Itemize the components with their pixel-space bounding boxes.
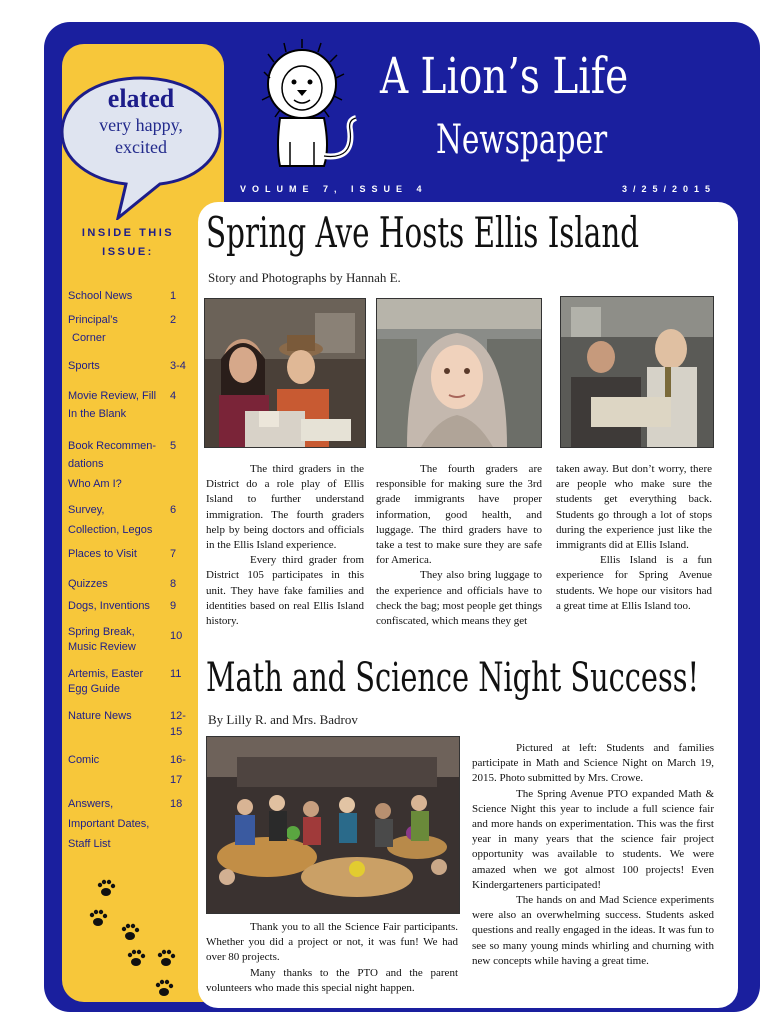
- article2-left-column: [206, 920, 458, 996]
- article1-byline: Story and Photographs by Hannah E.: [208, 270, 401, 285]
- toc-label: Sports: [68, 360, 100, 372]
- article1-col3-para1: taken away. But don’t worry, there are people who make sure the students get everything back. Students go through a lot of stops during the experience just like the immigrants did at Ellis Island.: [556, 463, 712, 552]
- toc-label: Nature News: [68, 710, 132, 722]
- article1-col1-para2: Every third grader from District 105 participates in this unit. They have fake families and identities based on real Ellis Island history.: [206, 554, 364, 628]
- inside-issue-heading-line1: INSIDE THIS: [81, 227, 175, 239]
- toc-label-cont: Staff List: [68, 838, 111, 850]
- article1-column2: [376, 462, 542, 629]
- toc-page: 5: [170, 440, 177, 452]
- article2-byline: By Lilly R. and Mrs. Badrov: [208, 712, 358, 727]
- toc-page: 4: [170, 390, 177, 402]
- inside-issue-heading-line2: ISSUE:: [102, 246, 154, 258]
- photo-ellis-island-luggage: [560, 296, 714, 448]
- photo-ellis-island-girls: [204, 298, 366, 448]
- toc-label: Dogs, Inventions: [68, 600, 150, 612]
- word-of-day-definition-2: excited: [115, 137, 167, 157]
- article1-column1: [206, 462, 364, 629]
- article2-left-para1: Thank you to all the Science Fair participants. Whether you did a project or not, it was fun! We had over 80 projects.: [206, 921, 458, 964]
- toc-page: 2: [170, 314, 177, 326]
- toc-label: Principal’s: [68, 314, 118, 326]
- toc-page: 16-: [170, 754, 186, 766]
- article2-right-para1: Pictured at left: Students and families participate in Math and Science Night on March 19, 2015. Photo submitted by Mrs. Crowe.: [472, 742, 714, 785]
- article1-col3-para2: Ellis Island is a fun experience for Spring Avenue students. We hope our visitors had a great time at Ellis Island too.: [556, 554, 712, 612]
- photo-math-science-night: [206, 736, 460, 914]
- toc-label: Movie Review, Fill: [68, 390, 157, 402]
- masthead-title: A Lion’s Life: [380, 47, 629, 105]
- toc-label: Spring Break,: [68, 626, 135, 638]
- toc-label-cont: Music Review: [68, 641, 136, 653]
- toc-page: 1: [170, 290, 177, 302]
- toc-page: 11: [170, 668, 182, 680]
- lion-mascot-logo: [250, 38, 368, 178]
- toc-page: 3-4: [170, 360, 186, 372]
- article1-col1-para1: The third graders in the District do a role play of Ellis Island to further understand immigration. The fourth graders help by being doctors and officials in the Ellis Island experience.: [206, 463, 364, 552]
- inside-issue-heading: [72, 224, 184, 262]
- masthead-subtitle: Newspaper: [436, 117, 608, 163]
- toc-label: Survey,: [68, 504, 105, 516]
- toc-page: 6: [170, 504, 177, 516]
- article2-left-para2: Many thanks to the PTO and the parent volunteers who made this special night happen.: [206, 966, 458, 994]
- toc-label: School News: [68, 290, 133, 302]
- toc-label: Answers,: [68, 798, 114, 810]
- volume-issue: VOLUME 7, ISSUE 4: [240, 184, 428, 194]
- article1-column3: [556, 462, 712, 614]
- article2-right-para3: The hands on and Mad Science experiments were also an overwhelming success. Students asked questions and really engaged in the ideas. It was fun to see so many young minds whirling and churning with new concepts while having a great time.: [472, 894, 714, 967]
- toc-page: 10: [170, 630, 183, 642]
- word-of-day-word: elated: [107, 84, 175, 113]
- word-of-day-definition: very happy,: [99, 115, 183, 135]
- toc-page-cont: 17: [170, 774, 183, 786]
- article2-right-para2: The Spring Avenue PTO expanded Math & Science Night this year to include a full science fair and more hands on experimentation. This was the first year in many years that the science fair project opportunity was available to students. We were amazed when we got almost 100 projects! Even Kindergarteners participated!: [472, 787, 714, 891]
- toc-label: Book Recommen-: [68, 440, 157, 452]
- toc-label-cont: Collection, Legos: [68, 524, 153, 536]
- article1-col2-para2: They also bring luggage to the experience and officials have to check the bag; most people get things confiscated, which means they get: [376, 569, 542, 628]
- paw-prints-icon: [80, 876, 190, 1006]
- toc-page-cont: 15: [170, 726, 183, 738]
- toc-label-cont: dations: [68, 458, 104, 470]
- toc-label-cont: Corner: [72, 332, 106, 344]
- photo-ellis-island-scarf: [376, 298, 542, 448]
- toc-page: 18: [170, 798, 183, 810]
- toc-label: Comic: [68, 754, 100, 766]
- article2-right-column: [472, 741, 714, 969]
- toc-label-cont: Egg Guide: [68, 683, 120, 695]
- toc-page: 9: [170, 600, 177, 612]
- article2-headline: Math and Science Night Success!: [206, 655, 700, 701]
- toc-page: 7: [170, 548, 177, 560]
- issue-date: 3/25/2015: [622, 184, 717, 194]
- toc-label: Places to Visit: [68, 548, 137, 560]
- toc-label: Quizzes: [68, 578, 108, 590]
- toc-label-cont: In the Blank: [68, 408, 127, 420]
- article1-headline: Spring Ave Hosts Ellis Island: [206, 208, 640, 257]
- toc-page: 12-: [170, 710, 186, 722]
- toc-label: Who Am I?: [68, 478, 122, 490]
- toc-label-cont: Important Dates,: [68, 818, 150, 830]
- toc-page: 8: [170, 578, 177, 590]
- word-of-day: [66, 84, 216, 158]
- toc-label: Artemis, Easter: [68, 668, 144, 680]
- article1-col2-para1: The fourth graders are responsible for making sure the 3rd grade immigrants have proper information, good health, and luggage. The third graders have to take a test to make sure they are safe for America.: [376, 463, 542, 567]
